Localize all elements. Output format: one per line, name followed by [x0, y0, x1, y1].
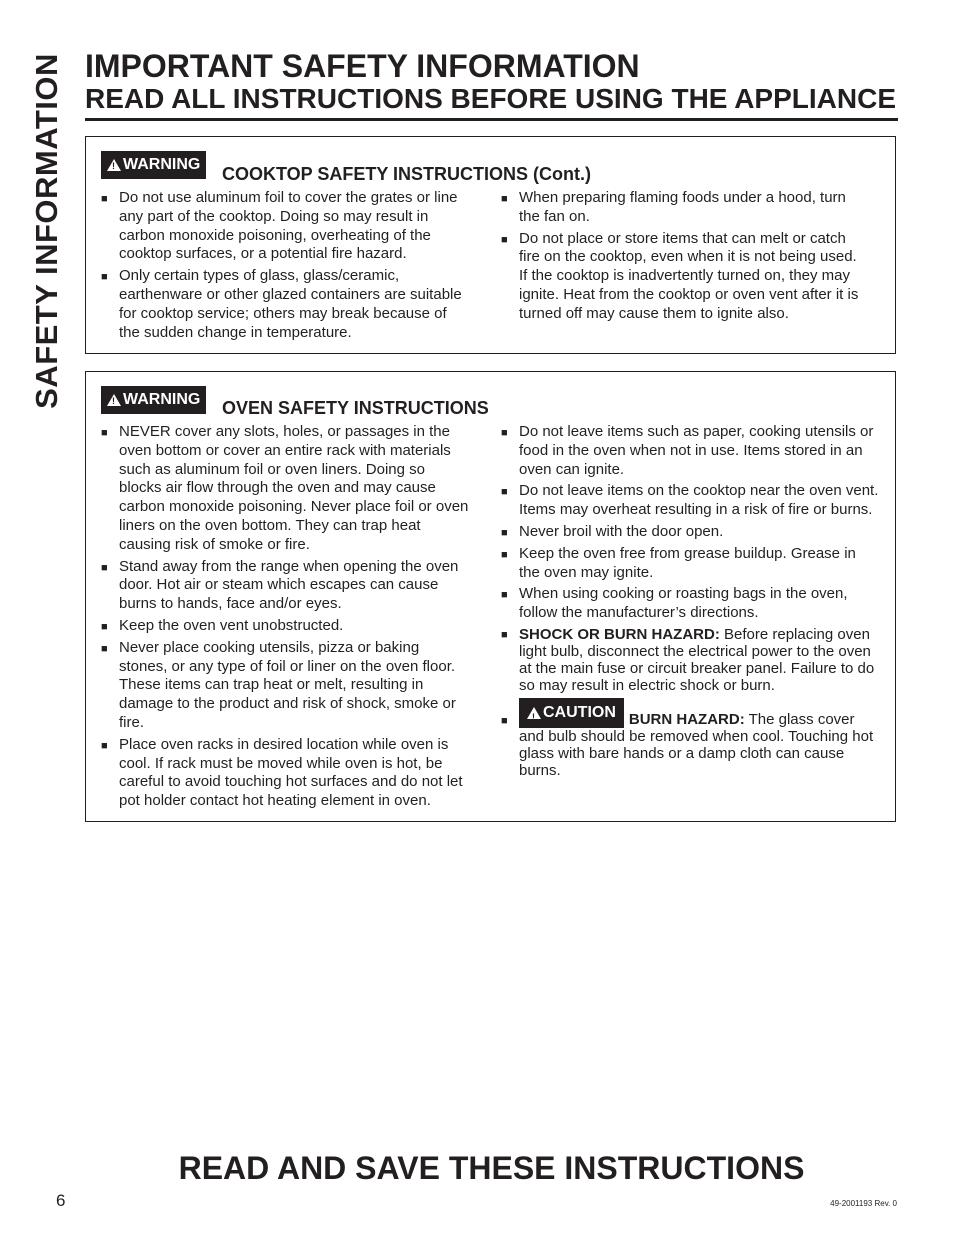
warning-badge-label: WARNING — [123, 156, 201, 173]
warning-icon — [107, 159, 121, 171]
list-item: ■ NEVER cover any slots, holes, or passages in the oven bottom or cover an entire rack with materials such as aluminum foil or oven liners. Doing so blocks air flow through the oven and may cause carbon monoxide poisoning. Never place foil or oven liners on the oven bottom. They can trap heat causing risk of smoke or fire. — [101, 423, 469, 553]
warning-badge — [101, 386, 206, 414]
document-code: 49-2001193 Rev. 0 — [830, 1199, 897, 1208]
list-item: ■ Only certain types of glass, glass/ceramic, earthenware or other glazed containers are suitable for cooktop service; others may break because of the sudden change in temperature. — [101, 267, 462, 341]
warning-badge — [101, 151, 206, 179]
oven-safety-box — [85, 371, 896, 822]
side-tab-label: SAFETY INFORMATION — [29, 53, 64, 409]
section-title: COOKTOP SAFETY INSTRUCTIONS (Cont.) — [222, 164, 592, 184]
cooktop-right-list — [501, 189, 869, 327]
list-item: ■ When using cooking or roasting bags in the oven, follow the manufacturer’s directions. — [501, 585, 848, 622]
page-number: 6 — [56, 1191, 66, 1210]
oven-left-list — [101, 423, 469, 814]
cooktop-safety-box — [85, 136, 896, 354]
warning-badge-label: WARNING — [123, 391, 201, 408]
oven-right-list — [501, 423, 879, 782]
side-tab — [22, 52, 72, 410]
caution-badge — [519, 698, 624, 728]
header-rule — [85, 118, 898, 121]
footer-title: READ AND SAVE THESE INSTRUCTIONS — [178, 1150, 805, 1186]
list-item: ■ Do not leave items on the cooktop near the oven vent. Items may overheat resulting in a risk of fire or burns. — [501, 482, 879, 519]
list-item: ■ Keep the oven free from grease buildup. Grease in the oven may ignite. — [501, 544, 856, 581]
list-item: ■ SHOCK OR BURN HAZARD: Before replacing oven light bulb, disconnect the electrical power to the oven at the main fuse or circuit breaker panel. Failure to do so may result in electric shock or burn. — [501, 625, 875, 694]
section-title: OVEN SAFETY INSTRUCTIONS — [222, 398, 489, 418]
list-item: ■ When preparing flaming foods under a hood, turn the fan on. — [501, 189, 846, 225]
list-item: ■ Keep the oven vent unobstructed. — [101, 616, 344, 634]
list-item: ■ Place oven racks in desired location while oven is cool. If rack must be moved while oven is hot, be careful to avoid touching hot surfaces and do not let pot holder contact hot heating element in oven. — [101, 735, 463, 810]
warning-icon — [107, 394, 121, 406]
list-item: ■ ! CAUTION BURN HAZARD: The glass cover and bulb should be removed when cool. Touching hot glass with bare hands or a damp cloth can cause burns. — [501, 698, 879, 779]
list-item: ■ Never place cooking utensils, pizza or baking stones, or any type of foil or liner on the oven floor. These items can trap heat or melt, resulting in damage to the product and risk of shock, smoke or fire. — [101, 638, 456, 731]
list-item: ■ Do not leave items such as paper, cooking utensils or food in the oven when not in use. Items stored in an oven can ignite. — [501, 423, 874, 478]
page-title: IMPORTANT SAFETY INFORMATION — [85, 48, 640, 84]
cooktop-left-list — [101, 189, 469, 345]
list-item: ■ Do not place or store items that can melt or catch fire on the cooktop, even when it is not being used. If the cooktop is inadvertently turned on, they may ignite. Heat from the cooktop or oven vent after it is turned off may cause them to ignite also. — [501, 229, 859, 322]
list-item: ■ Do not use aluminum foil to cover the grates or line any part of the cooktop. Doing so may result in carbon monoxide poisoning, overheating of the cooktop surfaces, or a potential fire hazard. — [101, 189, 458, 263]
caution-badge-label: CAUTION — [543, 704, 616, 722]
caution-icon — [527, 707, 541, 719]
page-subtitle: READ ALL INSTRUCTIONS BEFORE USING THE APPLIANCE — [85, 83, 897, 114]
list-item: ■ Never broil with the door open. — [501, 522, 724, 540]
list-item: ■ Stand away from the range when opening the oven door. Hot air or steam which escapes can cause burns to hands, face and/or eyes. — [101, 557, 459, 613]
